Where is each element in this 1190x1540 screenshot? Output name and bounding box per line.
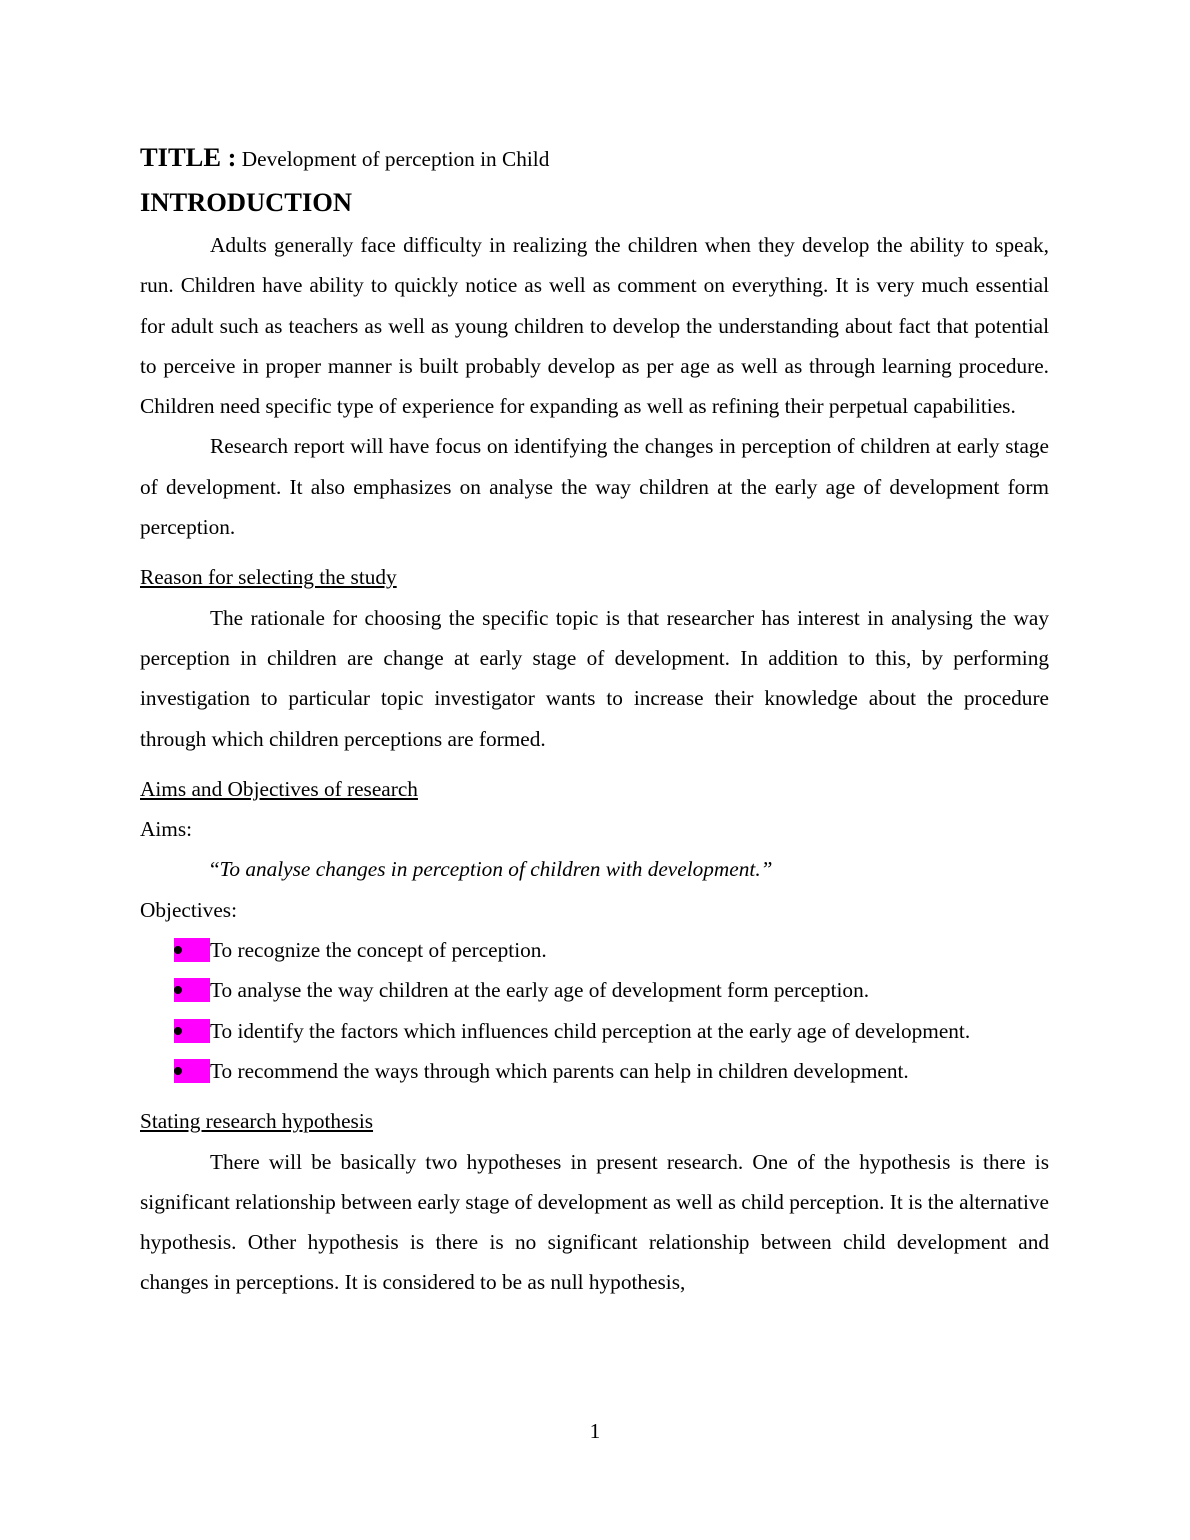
reason-paragraph: The rationale for choosing the specific topic is that researcher has interest in analysing the way perception in children are change at early stage of development. In addition to this, by performing investigation to particular topic investigator wants to increase their knowledge about the procedure through which children perceptions are formed. (140, 605, 1049, 751)
title-text: Development of perception in Child (241, 147, 550, 171)
title-line (140, 139, 1049, 177)
hypothesis-paragraph: There will be basically two hypotheses in present research. One of the hypothesis is there is significant relationship between early stage of development as well as child perception. It is the alternative hypothesis. Other hypothesis is there is no significant relationship between child development and changes in perceptions. It is considered to be as null hypothesis, (140, 1149, 1049, 1295)
aims-heading: Aims and Objectives of research (140, 776, 418, 801)
objectives-label: Objectives: (140, 897, 237, 922)
bullet-icon (174, 1027, 182, 1035)
aim-statement (140, 849, 1049, 889)
aim-text: To analyse changes in perception of children with development. (219, 857, 761, 882)
bullet-icon (174, 986, 182, 994)
objective-text: To recognize the concept of perception. (210, 938, 547, 963)
hypothesis-heading: Stating research hypothesis (140, 1109, 374, 1134)
title-label: TITLE : (140, 142, 237, 172)
aim-open-quote: “ (210, 857, 220, 882)
bullet-highlight (174, 938, 210, 962)
objective-item (140, 930, 1049, 970)
page-number: 1 (589, 1419, 601, 1443)
bullet-icon (174, 1067, 182, 1075)
introduction-heading: INTRODUCTION (140, 187, 353, 217)
bullet-highlight (174, 1059, 210, 1083)
objective-item (140, 970, 1049, 1010)
objective-text: To analyse the way children at the early age of development form perception. (210, 978, 870, 1003)
bullet-highlight (174, 978, 210, 1002)
objective-text: To recommend the ways through which parents can help in children development. (210, 1058, 909, 1083)
aims-label: Aims: (140, 817, 193, 842)
objectives-list (140, 930, 1049, 1091)
bullet-icon (174, 946, 182, 954)
reason-heading: Reason for selecting the study (140, 565, 397, 590)
intro-paragraph-1: Adults generally face difficulty in realizing the children when they develop the ability to speak, run. Children have ability to quickly notice as well as comment on everything. It is very much essential for adult such as teachers as well as young children to develop the understanding about fact that potential to perceive in proper manner is built probably develop as per age as well as through learning procedure. Children need specific type of experience for expanding as well as refining their perpetual capabilities. (140, 233, 1049, 419)
objective-item (140, 1051, 1049, 1091)
aim-close-quote: ” (760, 857, 773, 882)
objective-item (140, 1011, 1049, 1051)
objective-text: To identify the factors which influences child perception at the early age of development. (210, 1018, 971, 1043)
bullet-highlight (174, 1019, 210, 1043)
intro-paragraph-2: Research report will have focus on identifying the changes in perception of children at early stage of development. It also emphasizes on analyse the way children at the early age of development form perception. (140, 434, 1049, 540)
document-page (140, 139, 1049, 1303)
